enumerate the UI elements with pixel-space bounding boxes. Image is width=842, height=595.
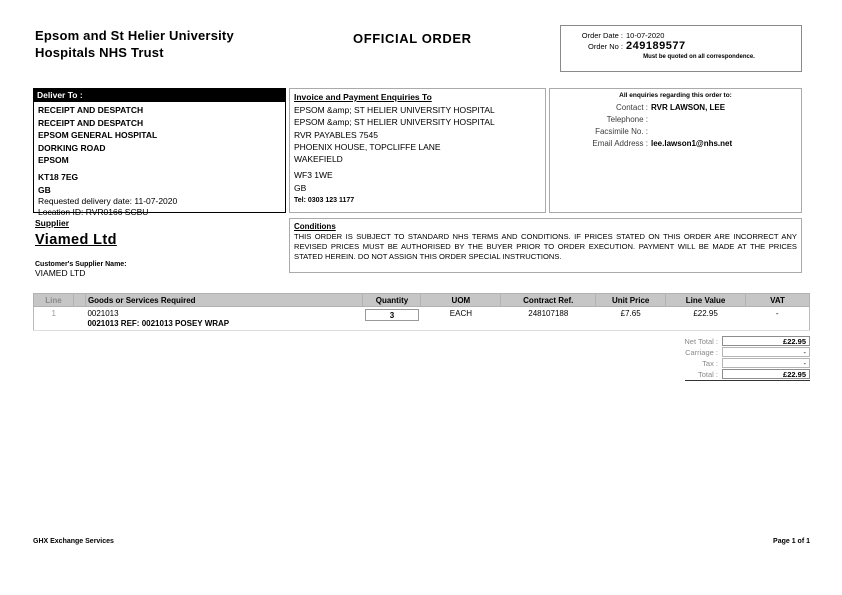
footer-service-name: GHX Exchange Services <box>33 538 114 545</box>
order-date-value: 10-07-2020 <box>626 31 665 40</box>
carriage-row <box>560 347 810 357</box>
deliver-to-body <box>34 102 285 221</box>
order-date-label: Order Date : <box>581 31 623 40</box>
contact-label: Contact : <box>615 103 648 112</box>
col-header-quantity: Quantity <box>363 294 421 307</box>
tax-value: - <box>722 358 810 368</box>
item-code: 0021013 <box>87 309 119 318</box>
invoice-line: EPSOM &amp; ST HELIER UNIVERSITY HOSPITAL <box>294 105 495 115</box>
deliver-line: DORKING ROAD <box>38 142 106 153</box>
table-row <box>34 307 810 331</box>
order-info-box <box>560 25 802 72</box>
col-header-goods: Goods or Services Required <box>85 294 363 307</box>
col-header-unit-price: Unit Price <box>596 294 666 307</box>
total-underline <box>685 380 810 381</box>
invoice-enquiries-header: Invoice and Payment Enquiries To <box>294 92 432 102</box>
customer-supplier-label: Customer's Supplier Name: <box>35 261 127 268</box>
item-blank-cell <box>73 307 85 331</box>
enquiries-contact-box <box>549 88 802 213</box>
deliver-postcode: KT18 7EG <box>38 171 79 182</box>
invoice-line: RVR PAYABLES 7545 <box>294 129 378 140</box>
telephone-label: Telephone : <box>606 115 648 124</box>
item-unit-price: £7.65 <box>620 309 641 318</box>
item-line-value: £22.95 <box>693 309 718 318</box>
deliver-line: EPSOM GENERAL HOSPITAL <box>38 130 158 141</box>
order-no-row <box>561 41 801 52</box>
col-header-line: Line <box>34 294 74 307</box>
conditions-text: THIS ORDER IS SUBJECT TO STANDARD NHS TERMS AND CONDITIONS. IF PRICES STATED ON THIS ORDER ARE INCORRECT ANY REVISED PRICES MUST BE AUTHORISED BY THE BUYER PRIOR TO ORDER EXECUTION. PAYMENT WILL BE MADE AT THE PRICES STATED HEREIN. DO NOT ASSIGN THIS ORDER SPECIAL INSTRUCTIONS. <box>294 232 797 261</box>
carriage-label: Carriage : <box>685 347 718 357</box>
deliver-to-box <box>33 88 286 218</box>
email-label: Email Address : <box>592 139 648 148</box>
telephone-row <box>556 114 795 126</box>
net-total-label: Net Total : <box>684 336 718 346</box>
order-no-value: 249189577 <box>626 40 686 52</box>
carriage-value: - <box>722 347 810 357</box>
conditions-label: Conditions <box>294 222 336 231</box>
tax-row <box>560 358 810 368</box>
conditions-box <box>289 218 802 273</box>
email-value: lee.lawson1@nhs.net <box>651 139 733 148</box>
supplier-label: Supplier <box>35 218 70 228</box>
footer-page-number: Page 1 of 1 <box>773 538 810 545</box>
col-header-line-value: Line Value <box>666 294 746 307</box>
col-header-vat: VAT <box>746 294 810 307</box>
facsimile-row <box>556 126 795 138</box>
item-quantity-cell <box>363 307 421 331</box>
col-header-contract-ref: Contract Ref. <box>501 294 596 307</box>
totals-block <box>560 336 810 381</box>
total-row <box>560 369 810 379</box>
invoice-enquiries-box <box>289 88 546 213</box>
invoice-postcode: WF3 1WE <box>294 170 333 181</box>
item-vat: - <box>775 309 779 318</box>
deliver-to-header: Deliver To : <box>34 89 285 102</box>
item-line-number: 1 <box>51 309 56 318</box>
contact-row <box>556 102 795 114</box>
facsimile-label: Facsimile No. : <box>595 127 648 136</box>
deliver-line: RECEIPT AND DESPATCH <box>38 117 144 128</box>
enquiries-heading: All enquiries regarding this order to: <box>619 92 732 99</box>
item-goods-cell <box>85 307 363 331</box>
order-no-label: Order No : <box>587 42 623 51</box>
contact-value: RVR LAWSON, LEE <box>651 103 726 112</box>
deliver-country: GB <box>38 184 51 195</box>
deliver-line: EPSOM <box>38 155 69 166</box>
invoice-line: WAKEFIELD <box>294 154 343 165</box>
location-id: Location ID: RVR0166 SCBU <box>38 207 149 218</box>
item-contract-ref: 248107188 <box>528 309 569 318</box>
items-table <box>33 293 810 331</box>
deliver-line: RECEIPT AND DESPATCH <box>38 105 144 115</box>
total-value: £22.95 <box>722 369 810 379</box>
invoice-line: PHOENIX HOUSE, TOPCLIFFE LANE <box>294 141 441 152</box>
total-label: Total : <box>697 369 718 379</box>
item-uom: EACH <box>449 309 472 318</box>
net-total-row <box>560 336 810 346</box>
col-header-blank <box>73 294 85 307</box>
customer-supplier-name: VIAMED LTD <box>35 268 86 278</box>
col-header-uom: UOM <box>421 294 501 307</box>
item-description: 0021013 REF: 0021013 POSEY WRAP <box>87 319 230 328</box>
supplier-name: Viamed Ltd <box>35 232 117 248</box>
item-quantity: 3 <box>365 309 419 321</box>
document-title: OFFICIAL ORDER <box>353 31 472 46</box>
invoice-line: EPSOM &amp; ST HELIER UNIVERSITY HOSPITAL <box>294 117 495 128</box>
order-note: Must be quoted on all correspondence. <box>643 54 755 60</box>
invoice-telephone: Tel: 0303 123 1177 <box>294 197 355 205</box>
requested-delivery-date: Requested delivery date: 11-07-2020 <box>38 196 178 207</box>
email-row <box>556 138 795 150</box>
trust-name: Epsom and St Helier University Hospitals NHS Trust <box>35 28 234 60</box>
net-total-value: £22.95 <box>722 336 810 346</box>
tax-label: Tax : <box>702 358 718 368</box>
items-header-row <box>34 294 810 307</box>
invoice-country: GB <box>294 182 307 193</box>
